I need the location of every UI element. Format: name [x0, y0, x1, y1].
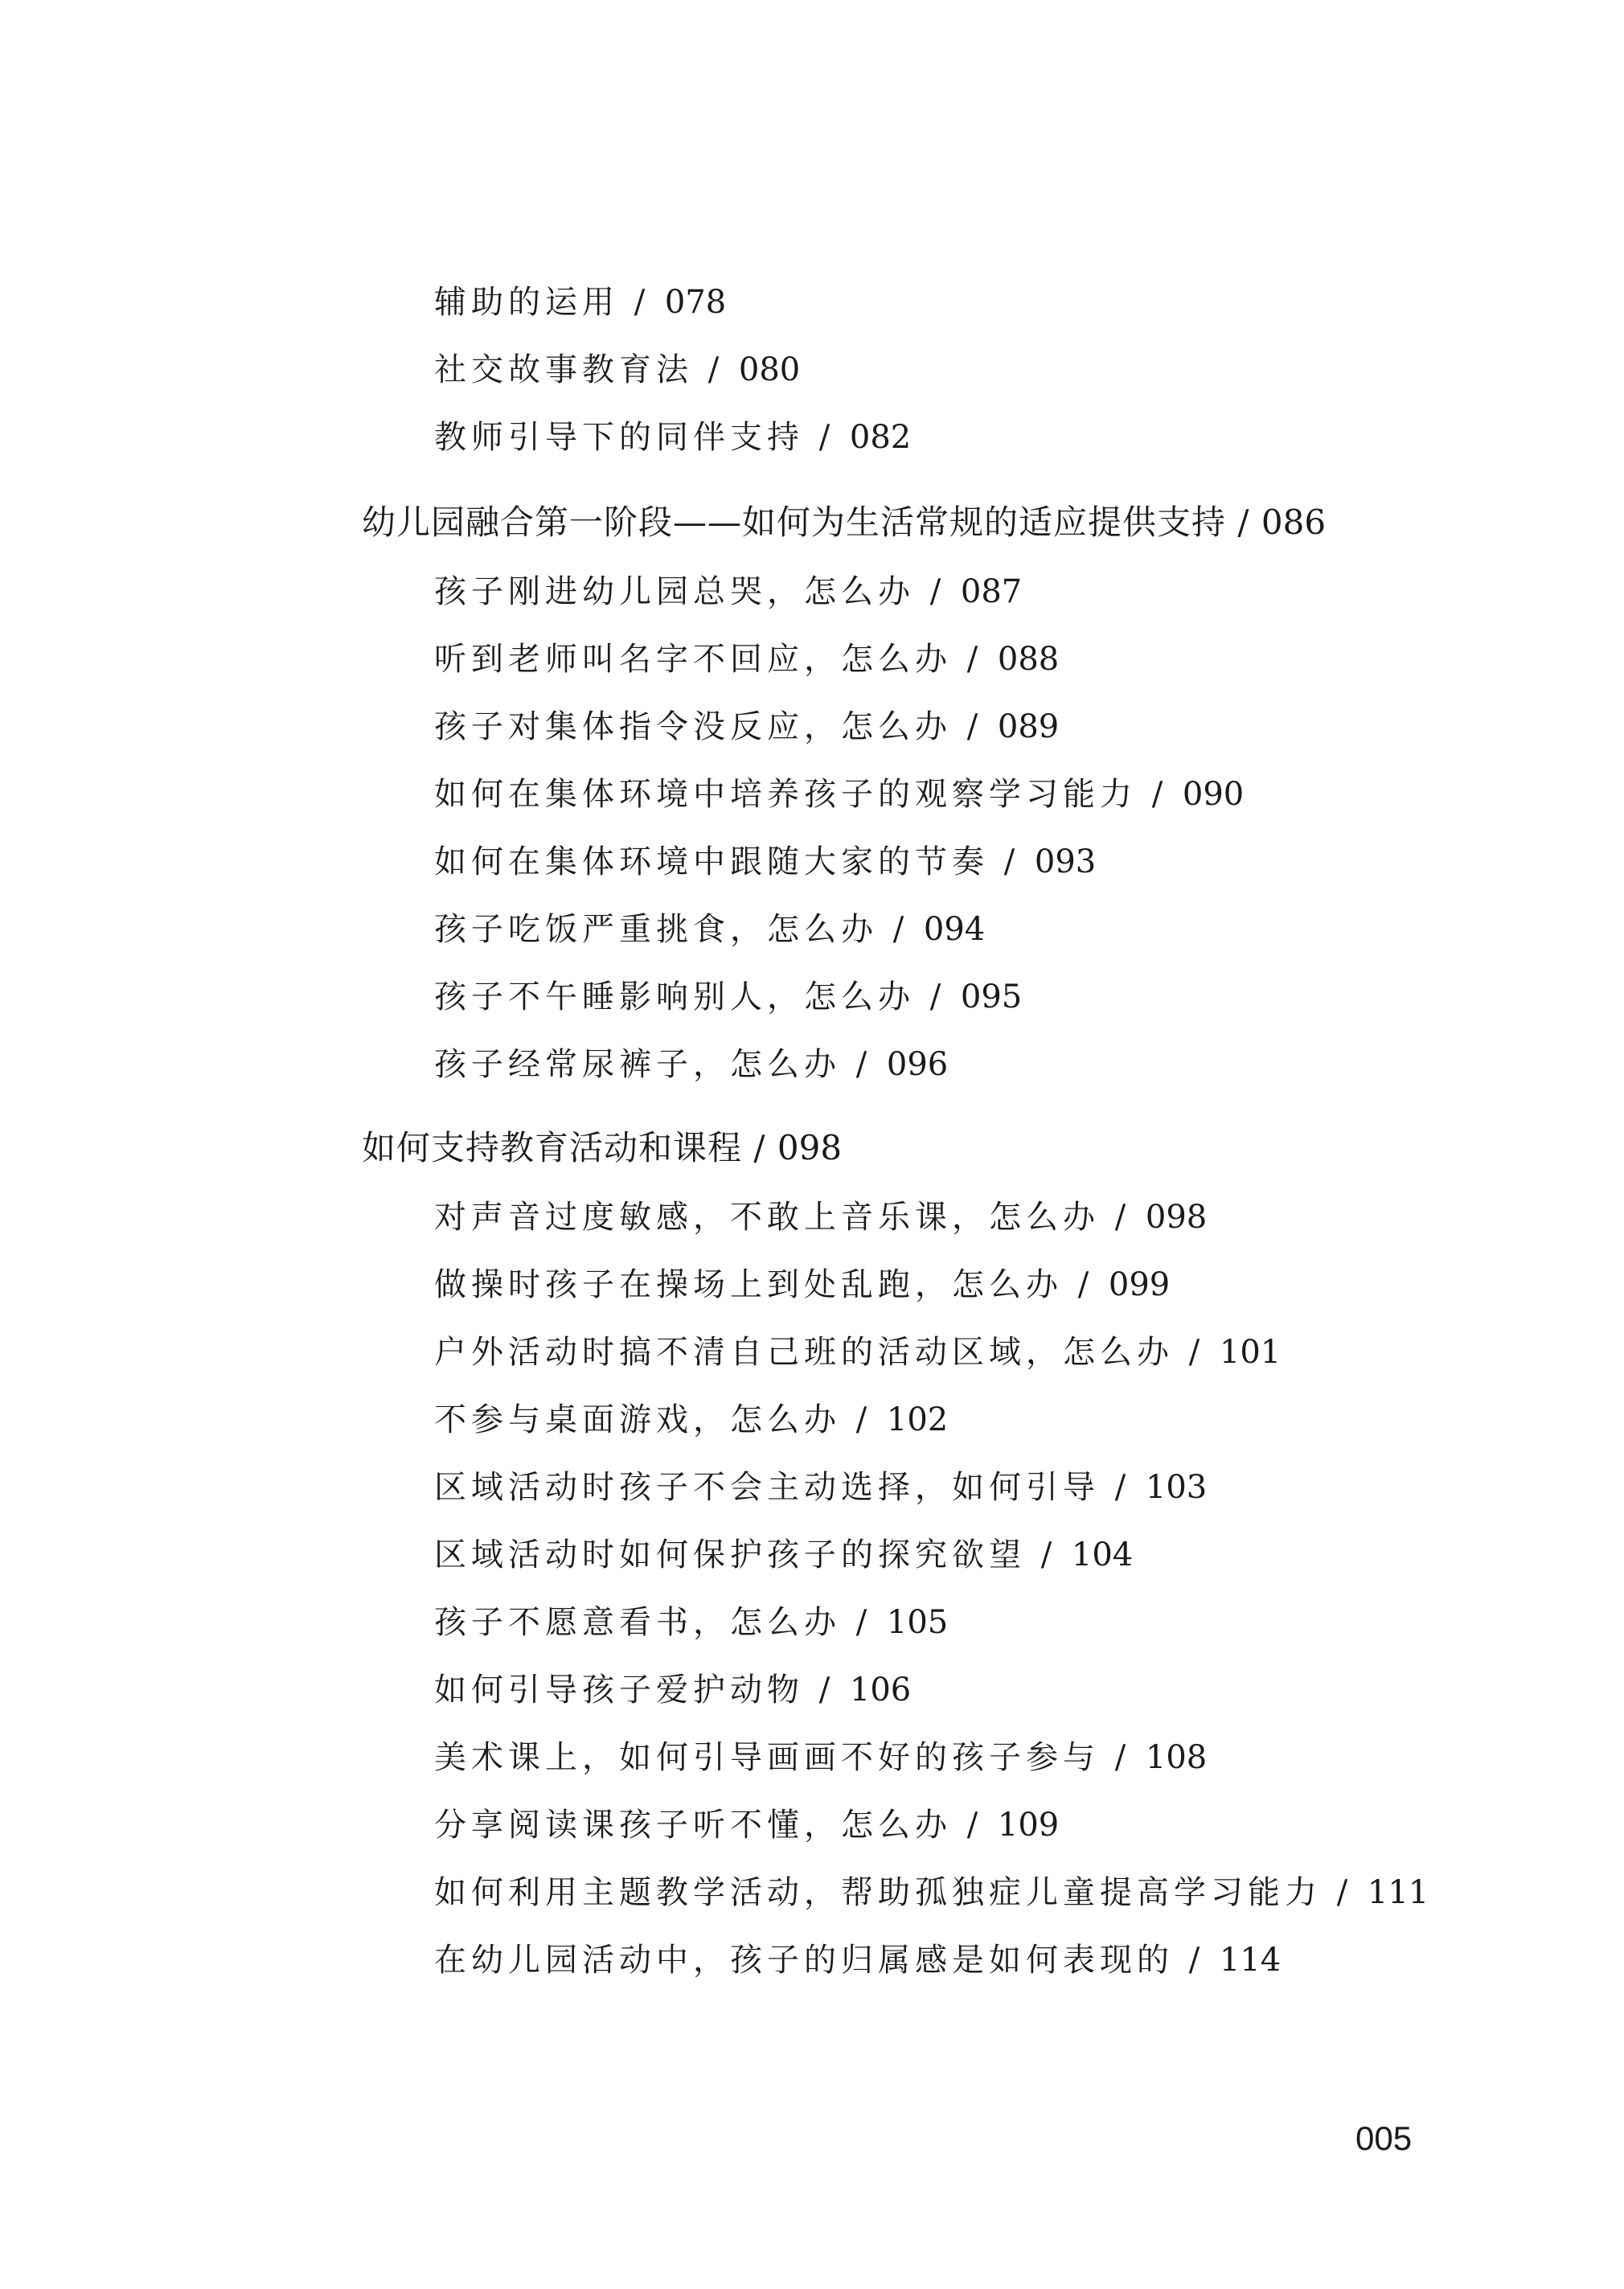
toc-entry-page: 108 [1145, 1739, 1208, 1776]
toc-entry: 区域活动时如何保护孩子的探究欲望 / 104 [434, 1536, 1134, 1573]
toc-entry: 如何在集体环境中跟随大家的节奏 / 093 [434, 843, 1097, 880]
toc-entry: 孩子不愿意看书，怎么办 / 105 [434, 1604, 949, 1641]
toc-entry-title: 分享阅读课孩子听不懂，怎么办 [434, 1807, 952, 1844]
toc-entry-title: 在幼儿园活动中，孩子的归属感是如何表现的 [434, 1942, 1174, 1979]
toc-entry: 教师引导下的同伴支持 / 082 [434, 419, 912, 456]
toc-entry-title: 孩子不愿意看书，怎么办 [434, 1604, 841, 1641]
toc-entry-page: 101 [1219, 1334, 1282, 1371]
toc-entry: 如何利用主题教学活动，帮助孤独症儿童提高学习能力 / 111 [434, 1874, 1429, 1911]
page-number: 005 [1355, 2119, 1413, 2157]
toc-entry-title: 对声音过度敏感，不敢上音乐课，怎么办 [434, 1199, 1100, 1236]
toc-entry: 孩子吃饭严重挑食，怎么办 / 094 [434, 911, 986, 948]
toc-entry: 孩子刚进幼儿园总哭，怎么办 / 087 [434, 573, 1023, 610]
toc-entry: 在幼儿园活动中，孩子的归属感是如何表现的 / 114 [434, 1942, 1282, 1979]
toc-section-heading: 幼儿园融合第一阶段——如何为生活常规的适应提供支持 / 086 [362, 503, 1327, 542]
toc-entry-title: 区域活动时如何保护孩子的探究欲望 [434, 1536, 1026, 1573]
toc-entry-title: 孩子经常尿裤子，怎么办 [434, 1046, 841, 1083]
toc-entry-title: 听到老师叫名字不回应，怎么办 [434, 641, 952, 678]
toc-entry-title: 教师引导下的同伴支持 [434, 419, 804, 456]
toc-entry-page: 099 [1108, 1266, 1171, 1303]
toc-entry: 辅助的运用 / 078 [434, 284, 727, 321]
toc-entry: 分享阅读课孩子听不懂，怎么办 / 109 [434, 1807, 1060, 1844]
toc-entry: 户外活动时搞不清自己班的活动区域，怎么办 / 101 [434, 1334, 1282, 1371]
toc-entry-title: 如何支持教育活动和课程 [362, 1128, 743, 1167]
toc-entry-page: 095 [960, 978, 1023, 1015]
toc-entry-page: 111 [1367, 1874, 1429, 1911]
toc-entry: 听到老师叫名字不回应，怎么办 / 088 [434, 641, 1060, 678]
toc-entry-title: 如何利用主题教学活动，帮助孤独症儿童提高学习能力 [434, 1874, 1322, 1911]
toc-entry: 美术课上，如何引导画画不好的孩子参与 / 108 [434, 1739, 1208, 1776]
toc-entry-title: 如何在集体环境中培养孩子的观察学习能力 [434, 776, 1137, 813]
toc-entry-title: 辅助的运用 [434, 284, 619, 321]
toc-entry-title: 幼儿园融合第一阶段——如何为生活常规的适应提供支持 [362, 503, 1227, 542]
toc-entry-title: 社交故事教育法 [434, 351, 693, 388]
toc-entry-page: 078 [664, 284, 727, 321]
toc-entry: 社交故事教育法 / 080 [434, 351, 801, 388]
toc-entry: 做操时孩子在操场上到处乱跑，怎么办 / 099 [434, 1266, 1171, 1303]
toc-entry-page: 109 [997, 1807, 1060, 1844]
toc-entry-page: 098 [777, 1128, 843, 1167]
toc-entry-page: 088 [997, 641, 1060, 678]
toc-entry-title: 做操时孩子在操场上到处乱跑，怎么办 [434, 1266, 1063, 1303]
toc-entry-title: 户外活动时搞不清自己班的活动区域，怎么办 [434, 1334, 1174, 1371]
toc-section-heading: 如何支持教育活动和课程 / 098 [362, 1128, 843, 1167]
toc-entry-page: 087 [960, 573, 1023, 610]
toc-entry: 区域活动时孩子不会主动选择，如何引导 / 103 [434, 1469, 1208, 1506]
toc-entry-page: 105 [886, 1604, 949, 1641]
toc-entry: 如何引导孩子爱护动物 / 106 [434, 1672, 912, 1709]
toc-entry-page: 102 [886, 1401, 949, 1438]
toc-entry-title: 孩子刚进幼儿园总哭，怎么办 [434, 573, 915, 610]
toc-entry: 孩子对集体指令没反应，怎么办 / 089 [434, 708, 1060, 745]
toc-entry-page: 098 [1145, 1199, 1208, 1236]
toc-entry-page: 094 [923, 911, 986, 948]
toc-entry-page: 104 [1071, 1536, 1134, 1573]
toc-entry-page: 090 [1182, 776, 1245, 813]
toc-entry: 不参与桌面游戏，怎么办 / 102 [434, 1401, 949, 1438]
toc-entry-page: 103 [1145, 1469, 1208, 1506]
toc-entry-page: 086 [1261, 503, 1327, 542]
toc-entry: 孩子经常尿裤子，怎么办 / 096 [434, 1046, 949, 1083]
toc-entry-page: 082 [849, 419, 912, 456]
toc-entry-title: 区域活动时孩子不会主动选择，如何引导 [434, 1469, 1100, 1506]
toc-entry-title: 如何引导孩子爱护动物 [434, 1672, 804, 1709]
toc-entry-page: 089 [997, 708, 1060, 745]
toc-entry-page: 114 [1219, 1942, 1282, 1979]
toc-entry-title: 孩子吃饭严重挑食，怎么办 [434, 911, 878, 948]
toc-entry-title: 如何在集体环境中跟随大家的节奏 [434, 843, 989, 880]
toc-entry-title: 美术课上，如何引导画画不好的孩子参与 [434, 1739, 1100, 1776]
toc-entry-title: 孩子对集体指令没反应，怎么办 [434, 708, 952, 745]
toc-entry-page: 093 [1034, 843, 1097, 880]
toc-entry-page: 096 [886, 1046, 949, 1083]
toc-entry-page: 080 [738, 351, 801, 388]
toc-entry-page: 106 [849, 1672, 912, 1709]
toc-entry-title: 不参与桌面游戏，怎么办 [434, 1401, 841, 1438]
toc-entry: 如何在集体环境中培养孩子的观察学习能力 / 090 [434, 776, 1245, 813]
toc-entry: 对声音过度敏感，不敢上音乐课，怎么办 / 098 [434, 1199, 1208, 1236]
toc-entry-title: 孩子不午睡影响别人，怎么办 [434, 978, 915, 1015]
toc-entry: 孩子不午睡影响别人，怎么办 / 095 [434, 978, 1023, 1015]
